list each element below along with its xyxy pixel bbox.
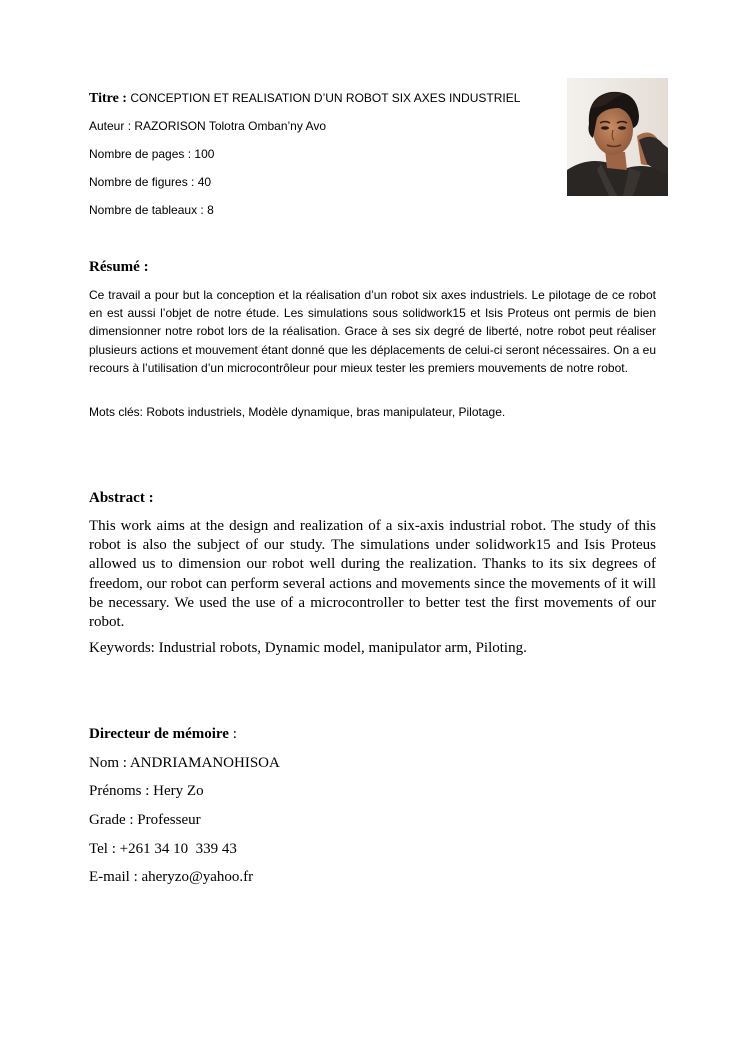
director-grade: Grade : Professeur bbox=[89, 812, 201, 828]
director-firstnames: Prénoms : Hery Zo bbox=[89, 783, 204, 799]
resume-body: Ce travail a pour but la conception et la réalisation d’un robot six axes industriels. Le pilotage de ce robot en est aussi l’objet de notre étude. Les simulations sous solidwork15 et Isis Proteus ont permis de bien dimensionner notre robot lors de la réalisation. Grace à ses six degré de liberté, notre robot peut réaliser plusieurs actions et mouvement étant donné que les déplacements de celui-ci seront nécessaires. On a eu recours à l’utilisation d’un microcontrôleur pour mieux tester les premiers mouvements de notre robot. bbox=[89, 288, 656, 375]
figures-count: Nombre de figures : 40 bbox=[89, 175, 212, 189]
director-heading-line bbox=[89, 726, 237, 743]
author-line: Auteur : RAZORISON Tolotra Omban’ny Avo bbox=[89, 119, 326, 133]
title-value: CONCEPTION ET REALISATION D’UN ROBOT SIX AXES INDUSTRIEL bbox=[130, 91, 521, 105]
resume-keywords: Mots clés: Robots industriels, Modèle dynamique, bras manipulateur, Pilotage. bbox=[89, 405, 506, 419]
director-heading: Directeur de mémoire bbox=[89, 726, 229, 742]
author-portrait-icon bbox=[567, 78, 668, 196]
abstract-keywords: Keywords: Industrial robots, Dynamic model, manipulator arm, Piloting. bbox=[89, 640, 527, 656]
director-phone: Tel : +261 34 10 339 43 bbox=[89, 841, 237, 857]
title-label: Titre : bbox=[89, 91, 127, 106]
abstract-body: This work aims at the design and realization of a six-axis industrial robot. The study of this robot is also the subject of our study. The simulations under solidwork15 and Isis Proteus allowed us to dimension our robot well during the realization. Thanks to its six degrees of freedom, our robot can perform several actions and movements since the movements of it will be necessary. We used the use of a microcontroller to better test the first movements of our robot. bbox=[89, 518, 656, 631]
tables-count: Nombre de tableaux : 8 bbox=[89, 203, 214, 217]
director-email: E-mail : aheryzo@yahoo.fr bbox=[89, 869, 254, 885]
abstract-heading: Abstract : bbox=[89, 490, 154, 506]
resume-heading: Résumé : bbox=[89, 259, 149, 275]
title-line bbox=[89, 91, 520, 107]
director-heading-suffix: : bbox=[228, 726, 237, 742]
pages-count: Nombre de pages : 100 bbox=[89, 147, 215, 161]
director-name: Nom : ANDRIAMANOHISOA bbox=[89, 755, 280, 771]
